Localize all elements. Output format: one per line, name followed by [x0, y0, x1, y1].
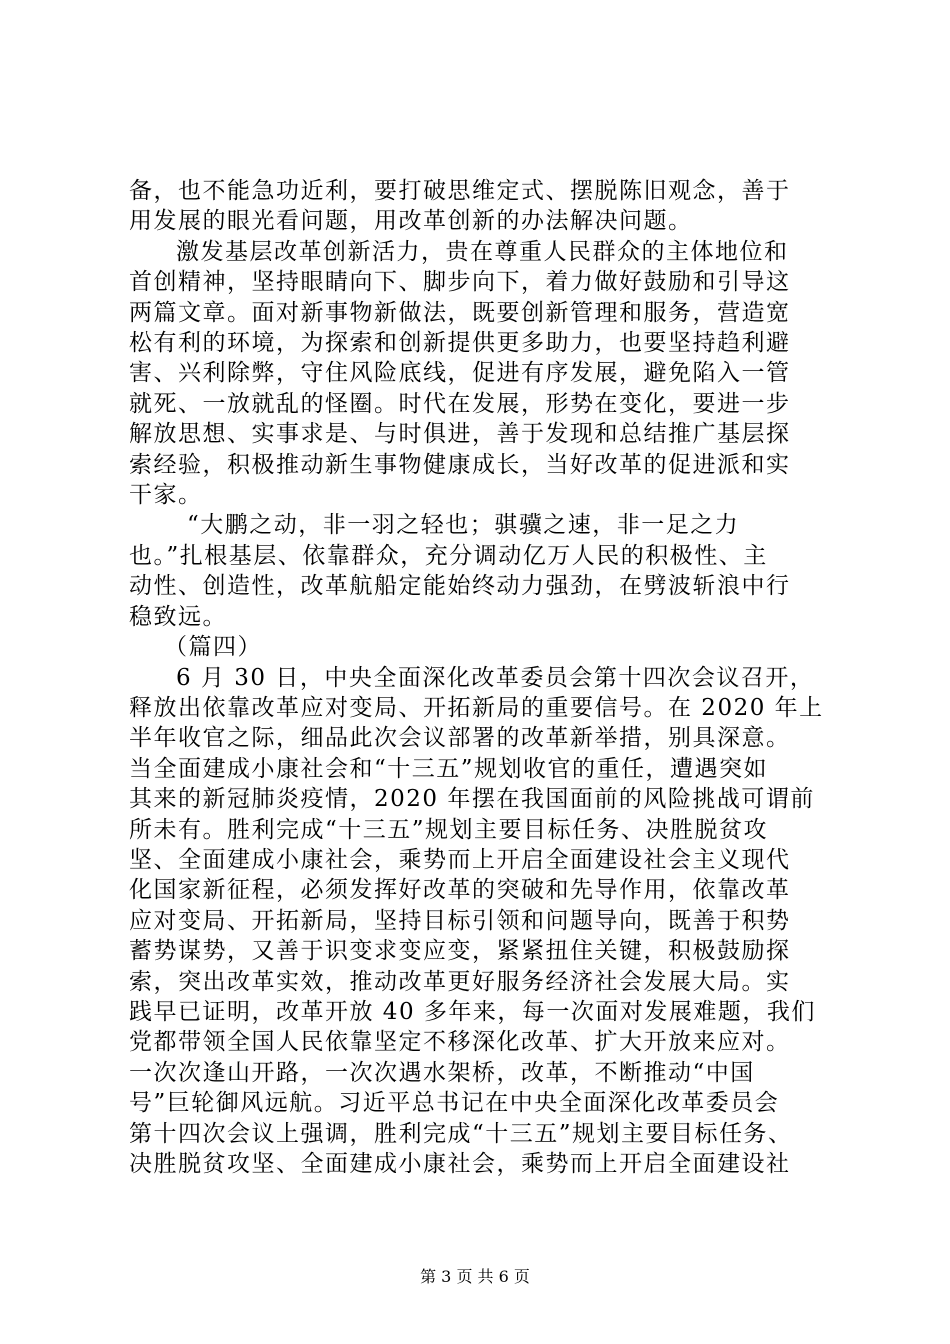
text-line: 所未有。胜利完成“十三五”规划主要目标任务、决胜脱贫攻: [129, 816, 769, 843]
text-line: 备，也不能急功近利，要打破思维定式、摆脱陈旧观念，善于: [129, 178, 791, 204]
text-line: 松有利的环境，为探索和创新提供更多助力，也要坚持趋利避: [129, 330, 791, 357]
text-line: 用发展的眼光看问题，用改革创新的办法解决问题。: [129, 208, 693, 235]
text-line: 蓄势谋势，又善于识变求变应变，紧紧扭住关键，积极鼓励探: [129, 938, 791, 965]
text-line: 干家。: [129, 482, 203, 509]
text-line: 号”巨轮御风远航。习近平总书记在中央全面深化改革委员会: [129, 1090, 780, 1117]
text-line: 坚、全面建成小康社会，乘势而上开启全面建设社会主义现代: [129, 846, 791, 873]
text-line: 当全面建成小康社会和“十三五”规划收官的重任，遭遇突如: [129, 755, 769, 782]
text-line: 索，突出改革实效，推动改革更好服务经济社会发展大局。实: [129, 968, 791, 995]
text-line: 首创精神，坚持眼睛向下、脚步向下，着力做好鼓励和引导这: [129, 269, 791, 296]
quote-start-line: “大鹏之动，非一羽之轻也；骐骥之速，非一足之力: [187, 512, 740, 539]
text-line: 索经验，积极推动新生事物健康成长，当好改革的促进派和实: [129, 451, 791, 478]
text-line: 第十四次会议上强调，胜利完成“十三五”规划主要目标任务、: [129, 1120, 793, 1147]
text-line: 应对变局、开拓新局，坚持目标引领和问题导向，既善于积势: [129, 907, 791, 934]
text-line: 稳致远。: [129, 603, 227, 630]
text-line: 践早已证明，改革开放 40 多年来，每一次面对发展难题，我们: [129, 998, 816, 1025]
page-number-footer: 第 3 页 共 6 页: [420, 1267, 530, 1286]
text-line: 党都带领全国人民依靠坚定不移深化改革、扩大开放来应对。: [129, 1029, 791, 1056]
text-line: 其来的新冠肺炎疫情，2020 年摆在我国面前的风险挑战可谓前: [129, 786, 815, 813]
text-line: 一次次逢山开路，一次次遇水架桥，改革，不断推动“中国: [129, 1059, 755, 1086]
text-line: 两篇文章。面对新事物新做法，既要创新管理和服务，营造宽: [129, 299, 791, 326]
document-body: [129, 176, 829, 1179]
paragraph-start-line: 激发基层改革创新活力，贵在尊重人民群众的主体地位和: [176, 238, 789, 265]
section-heading: （篇四）: [164, 634, 262, 661]
text-line: 动性、创造性，改革航船定能始终动力强劲，在劈波斩浪中行: [129, 573, 791, 600]
paragraph-start-line: 6 月 30 日，中央全面深化改革委员会第十四次会议召开，: [176, 664, 815, 691]
text-line: 化国家新征程，必须发挥好改革的突破和先导作用，依靠改革: [129, 877, 791, 904]
text-line: 解放思想、实事求是、与时俱进，善于发现和总结推广基层探: [129, 421, 791, 448]
text-line: 也。”扎根基层、依靠群众，充分调动亿万人民的积极性、主: [129, 542, 768, 569]
text-line: 害、兴利除弊，守住风险底线，促进有序发展，避免陷入一管: [129, 360, 791, 387]
text-line: 释放出依靠改革应对变局、开拓新局的重要信号。在 2020 年上: [129, 694, 824, 721]
text-line: 决胜脱贫攻坚、全面建成小康社会，乘势而上开启全面建设社: [129, 1151, 791, 1177]
text-line: 半年收官之际，细品此次会议部署的改革新举措，别具深意。: [129, 725, 791, 752]
text-line: 就死、一放就乱的怪圈。时代在发展，形势在变化，要进一步: [129, 390, 791, 417]
